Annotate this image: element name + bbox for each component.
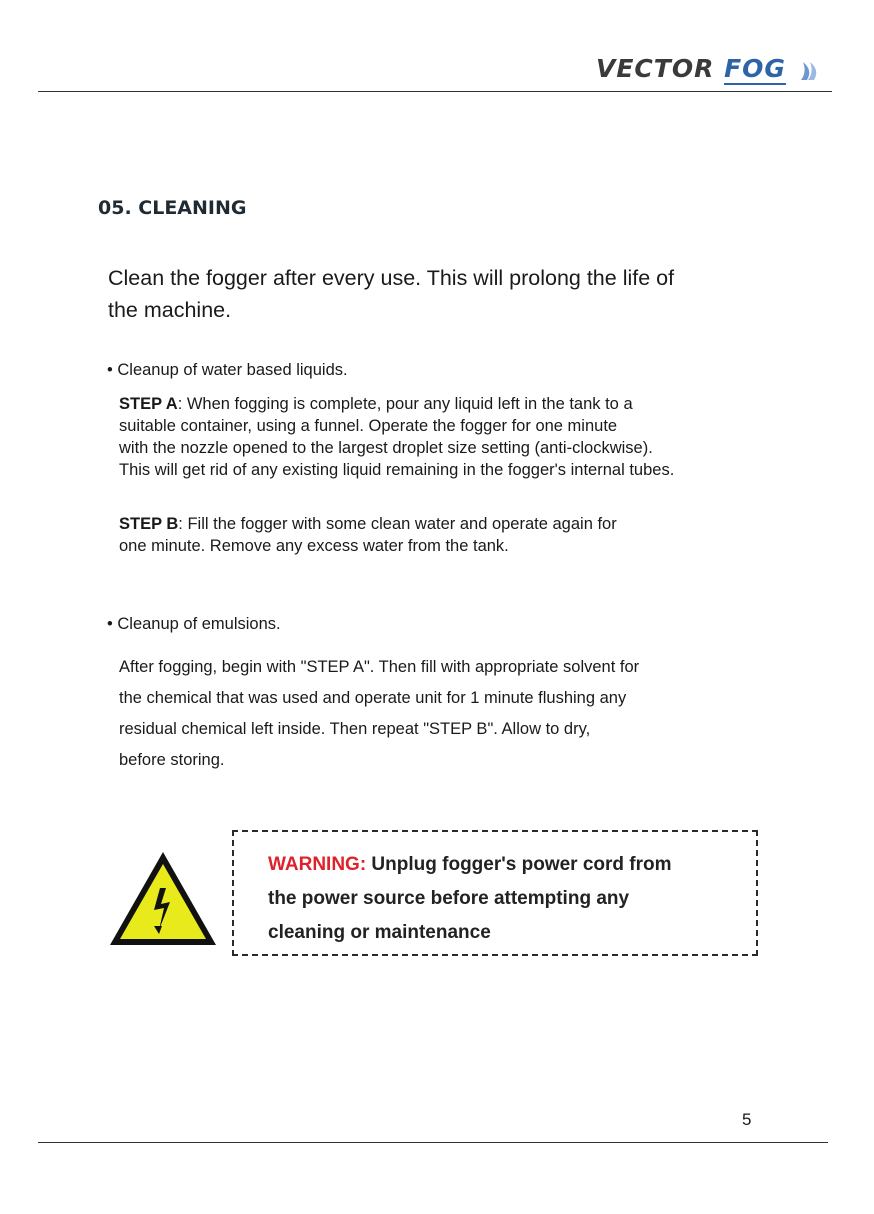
page-number: 5: [742, 1110, 752, 1129]
emulsions-line: After fogging, begin with "STEP A". Then fill with appropriate solvent for: [119, 658, 640, 676]
intro-line: the machine.: [108, 298, 232, 322]
step-a-text: : When fogging is complete, pour any liquid left in the tank to a: [177, 395, 633, 413]
logo-word-vector: VECTOR: [596, 54, 715, 83]
brand-logo: [596, 54, 826, 90]
step-b-label: STEP B: [119, 515, 179, 533]
warning-message: Unplug fogger's power cord from: [366, 854, 672, 875]
footer-rule: [38, 1142, 828, 1143]
emulsions-line: the chemical that was used and operate unit for 1 minute flushing any: [119, 689, 627, 707]
intro-line: Clean the fogger after every use. This will prolong the life of: [108, 266, 675, 290]
step-a-label: STEP A: [119, 395, 178, 413]
step-b-paragraph: [119, 513, 809, 557]
step-a-paragraph: [119, 393, 809, 481]
emulsions-paragraph: [119, 652, 809, 776]
step-b-line: one minute. Remove any excess water from the tank.: [119, 537, 509, 555]
step-a-line: suitable container, using a funnel. Operate the fogger for one minute: [119, 417, 618, 435]
step-a-line: [119, 393, 809, 415]
water-bullet: • Cleanup of water based liquids.: [107, 361, 348, 379]
warning-line: the power source before attempting any: [268, 888, 630, 909]
warning-label: WARNING:: [268, 854, 367, 875]
emulsions-bullet: • Cleanup of emulsions.: [107, 615, 281, 633]
section-title: 05. CLEANING: [98, 197, 247, 219]
step-b-line: [119, 513, 809, 535]
logo-swoosh-icon: [799, 60, 823, 82]
step-b-text: : Fill the fogger with some clean water and operate again for: [178, 515, 617, 533]
header-rule: [38, 91, 832, 92]
intro-paragraph: [108, 262, 808, 326]
step-a-line: with the nozzle opened to the largest droplet size setting (anti-clockwise).: [119, 439, 653, 457]
warning-line: cleaning or maintenance: [268, 922, 491, 943]
emulsions-line: residual chemical left inside. Then repeat "STEP B". Allow to dry,: [119, 720, 591, 738]
logo-word-fog: FOG: [724, 54, 786, 83]
electric-hazard-icon: [108, 850, 218, 948]
emulsions-line: before storing.: [119, 751, 225, 769]
warning-line: [268, 848, 748, 882]
step-a-line: This will get rid of any existing liquid remaining in the fogger's internal tubes.: [119, 461, 675, 479]
warning-text: [268, 848, 748, 950]
